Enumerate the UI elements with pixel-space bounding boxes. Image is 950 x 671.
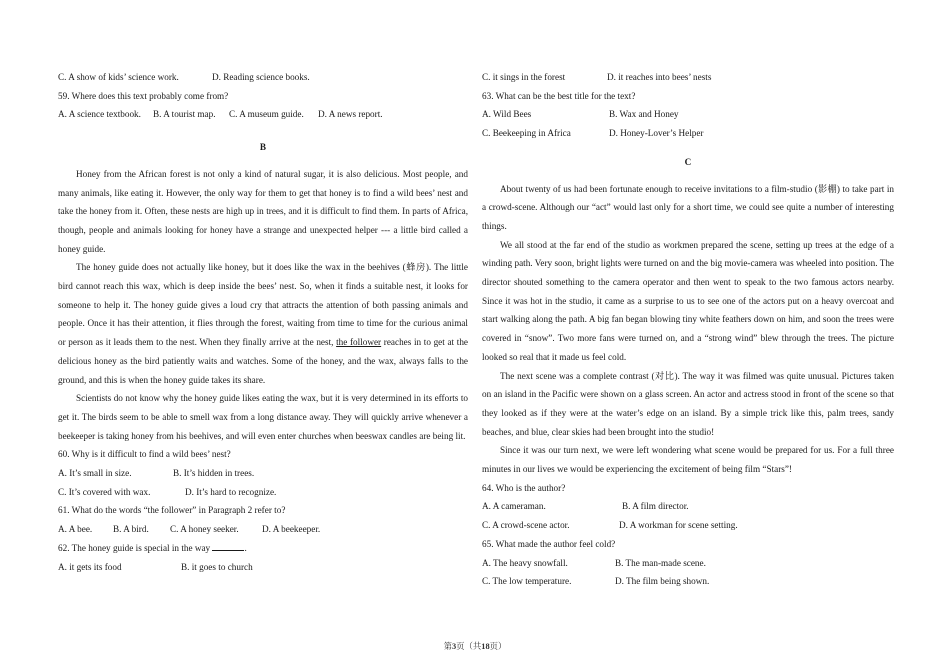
answer-blank	[212, 541, 247, 553]
q58-options-cd	[58, 68, 468, 87]
passage-c-paragraph-4: Since it was our turn next, we were left wondering what scene would be prepared for us. For a full three minutes in our lives we would be experiencing the excitement of being film “Stars”!	[482, 445, 894, 475]
page-footer	[0, 640, 950, 652]
q59-option-a: A. A science textbook.	[58, 109, 141, 120]
q64-options-cd	[482, 516, 894, 535]
passage-b-p2-text-1: The honey guide does not actually like honey, but it does like the wax in the beehives (蜂房). The little bird cannot reach this wax, which is deep inside the bees’ nest. So, when it finds a suitable nest, it looks for someone to help it. The honey guide gives a loud cry that attracts the attention of both passing animals and people. Once it has their attention, it flies through the forest, waiting from time to time for the curious animal or person as it leads them to the nest. When they finally arrive at the nest,	[58, 262, 468, 348]
q64-stem: 64. Who is the author?	[482, 482, 566, 493]
q60-option-d: D. It’s hard to recognize.	[185, 486, 277, 497]
right-column	[482, 68, 894, 591]
q65-option-d: D. The film being shown.	[615, 576, 710, 587]
q62-options-cd	[482, 68, 894, 87]
q63-options-ab	[482, 105, 894, 124]
q60-option-b: B. It’s hidden in trees.	[173, 468, 255, 479]
q62-option-c: C. it sings in the forest	[482, 72, 566, 82]
section-c-title: C	[684, 156, 692, 167]
q59-option-c: C. A museum guide.	[229, 109, 304, 120]
footer-middle: 页（共	[456, 642, 482, 651]
q60-options-ab	[58, 464, 468, 483]
q63-stem: 63. What can be the best title for the text?	[482, 90, 636, 101]
q65-options-ab	[482, 554, 894, 573]
q62-stem-end: .	[244, 542, 247, 553]
q65-stem: 65. What made the author feel cold?	[482, 538, 616, 549]
passage-b-p2-text-2: reaches in to get at the delicious honey as the bird patiently waits and watches. Some of the honey, and the wax, always falls to the ground, and this is when the honey guide takes its share.	[58, 337, 468, 385]
q60-option-c: C. It’s covered with wax.	[58, 486, 151, 497]
left-column	[58, 68, 468, 576]
q63-options-cd	[482, 124, 894, 143]
total-pages: 18	[481, 642, 490, 651]
passage-c-paragraph-1: About twenty of us had been fortunate enough to receive invitations to a film-studio (影棚) to take part in a crowd-scene. Although our “act” would last only for a short time, we could see quite a number of interesting things.	[482, 183, 894, 231]
q63-option-d: D. Honey-Lover’s Helper	[609, 128, 704, 139]
q60-option-a: A. It’s small in size.	[58, 468, 132, 479]
q62-option-b: B. it goes to church	[181, 561, 253, 572]
q63-option-c: C. Beekeeping in Africa	[482, 128, 571, 139]
q62-option-d: D. it reaches into bees’ nests	[607, 72, 712, 82]
q64-option-a: A. A cameraman.	[482, 501, 546, 512]
q62-options-ab	[58, 558, 468, 577]
q59-stem: 59. Where does this text probably come from?	[58, 90, 229, 101]
page-number: 3	[451, 642, 457, 651]
q63-option-b: B. Wax and Honey	[609, 109, 679, 120]
underlined-phrase-the-follower: the follower	[336, 337, 382, 348]
q64-options-ab	[482, 497, 894, 516]
q61-option-c: C. A honey seeker.	[170, 524, 239, 535]
q62-option-a: A. it gets its food	[58, 561, 122, 572]
q61-options	[58, 520, 468, 539]
footer-suffix: 页）	[489, 642, 507, 651]
q60-stem: 60. Why is it difficult to find a wild bees’ nest?	[58, 449, 231, 460]
q65-option-b: B. The man-made scene.	[615, 557, 706, 568]
q64-option-c: C. A crowd-scene actor.	[482, 520, 570, 531]
q63-option-a: A. Wild Bees	[482, 109, 532, 120]
passage-b-paragraph-2	[58, 258, 468, 389]
q62-stem-text: 62. The honey guide is special in the way	[58, 542, 211, 553]
q59-option-d: D. A news report.	[318, 109, 383, 120]
passage-b-paragraph-3: Scientists do not know why the honey guide likes eating the wax, but it is very determined in its efforts to get it. The birds seem to be able to smell wax from a long distance away. They will quickly arrive whenever a beekeeper is taking honey from his beehives, and will even enter churches when beeswax candles are being lit.	[58, 393, 468, 441]
q58-option-d: D. Reading science books.	[212, 72, 310, 82]
passage-c-paragraph-3: The next scene was a complete contrast (对比). The way it was filmed was quite unusual. Pictures taken on an island in the Pacific were shown on a glass screen. An actor and actress stood in front of the scene so that they looked as if they were at the water’s edge on an island. By a simple trick like this, palm trees, sandy beaches, and blue, clear skies had been brought into the studio!	[482, 370, 894, 437]
q62-stem	[58, 539, 468, 558]
q60-options-cd	[58, 483, 468, 502]
section-b-title: B	[259, 142, 267, 153]
q64-option-b: B. A film director.	[622, 501, 689, 512]
q61-option-a: A. A bee.	[58, 524, 93, 535]
q58-option-c: C. A show of kids’ science work.	[58, 72, 179, 82]
q59-option-b: B. A tourist map.	[153, 109, 216, 120]
q65-option-c: C. The low temperature.	[482, 576, 572, 587]
passage-b-paragraph-1: Honey from the African forest is not only a kind of natural sugar, it is also delicious. Most people, and many animals, like eating it. However, the only way for them to get that honey is to find a wild bees’ nest and take the honey from it. Often, these nests are high up in trees, and it is difficult to find them. In parts of Africa, though, people and animals looking for honey have a strange and unexpected helper --- a little bird called a honey guide.	[58, 168, 468, 254]
q61-option-d: D. A beekeeper.	[262, 524, 321, 535]
q64-option-d: D. A workman for scene setting.	[619, 520, 738, 531]
q59-options	[58, 105, 468, 124]
q61-stem: 61. What do the words “the follower” in Paragraph 2 refer to?	[58, 505, 286, 516]
q65-option-a: A. The heavy snowfall.	[482, 557, 568, 568]
q61-option-b: B. A bird.	[113, 524, 149, 535]
q65-options-cd	[482, 572, 894, 591]
footer-prefix: 第	[443, 642, 452, 651]
passage-c-paragraph-2: We all stood at the far end of the studio as workmen prepared the scene, setting up trees at the edge of a winding path. Very soon, bright lights were turned on and the big movie-camera was wheeled into position. The director shouted something to the camera operator and then went to speak to the two famous actors nearby. Since it was hot in the studio, it came as a surprise to us to see one of the actors put on a heavy overcoat and start walking along the path. A big fan began blowing tiny white feathers down on him, and soon the trees were covered in “snow”. Two more fans were turned on, and a “strong wind” blew through the trees. The picture looked so real that it made us feel cold.	[482, 239, 894, 362]
